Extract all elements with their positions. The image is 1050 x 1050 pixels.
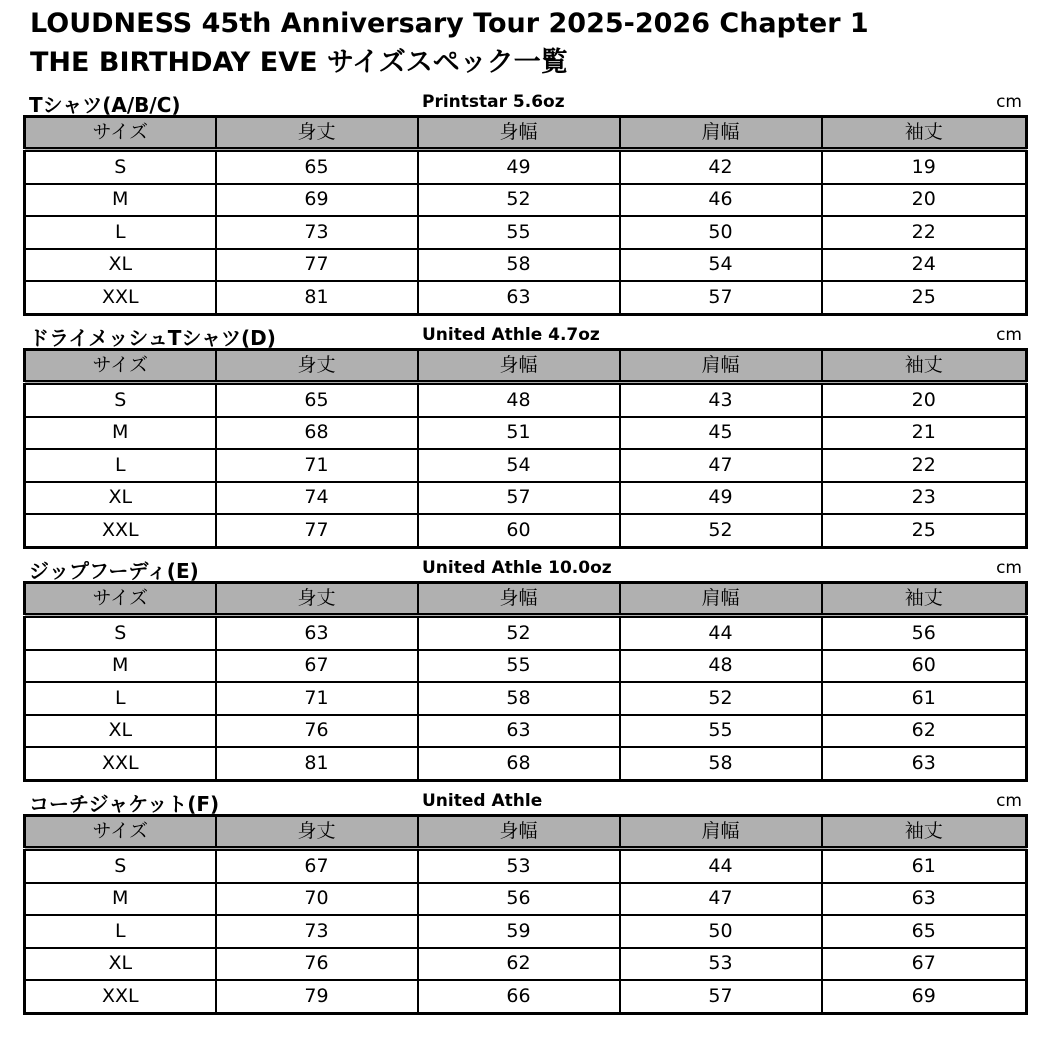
measurement-cell: 52 — [418, 616, 620, 650]
size-table — [23, 581, 1028, 782]
measurement-cell: 20 — [822, 383, 1027, 417]
section-brand: Printstar 5.6oz — [422, 92, 565, 112]
measurement-cell: 65 — [822, 915, 1027, 948]
column-header: 袖丈 — [822, 350, 1027, 383]
size-cell: XXL — [25, 747, 216, 780]
size-cell: L — [25, 449, 216, 482]
measurement-cell: 48 — [418, 383, 620, 417]
measurement-cell: 53 — [620, 948, 822, 981]
table-header-row — [25, 350, 1027, 383]
table-row — [25, 980, 1027, 1013]
table-row — [25, 249, 1027, 282]
section-unit: cm — [996, 791, 1022, 811]
table-row — [25, 281, 1027, 314]
column-header: サイズ — [25, 816, 216, 849]
size-cell: XXL — [25, 980, 216, 1013]
column-header: サイズ — [25, 350, 216, 383]
measurement-cell: 53 — [418, 849, 620, 883]
measurement-cell: 65 — [216, 150, 418, 184]
measurement-cell: 61 — [822, 849, 1027, 883]
measurement-cell: 63 — [216, 616, 418, 650]
measurement-cell: 65 — [216, 383, 418, 417]
measurement-cell: 76 — [216, 948, 418, 981]
size-cell: S — [25, 849, 216, 883]
measurement-cell: 73 — [216, 216, 418, 249]
column-header: 身丈 — [216, 816, 418, 849]
measurement-cell: 56 — [418, 883, 620, 916]
measurement-cell: 49 — [418, 150, 620, 184]
size-table — [23, 348, 1028, 549]
column-header: 身丈 — [216, 583, 418, 616]
measurement-cell: 81 — [216, 281, 418, 314]
table-header-row — [25, 583, 1027, 616]
page-title-line-1: LOUDNESS 45th Anniversary Tour 2025-2026 Chapter 1 — [30, 8, 869, 39]
measurement-cell: 49 — [620, 482, 822, 515]
section-product-name: Tシャツ(A/B/C) — [29, 93, 181, 117]
size-cell: XL — [25, 948, 216, 981]
measurement-cell: 77 — [216, 249, 418, 282]
measurement-cell: 76 — [216, 715, 418, 748]
measurement-cell: 79 — [216, 980, 418, 1013]
table-row — [25, 150, 1027, 184]
measurement-cell: 19 — [822, 150, 1027, 184]
section-brand: United Athle 10.0oz — [422, 558, 612, 578]
measurement-cell: 67 — [216, 650, 418, 683]
measurement-cell: 52 — [620, 514, 822, 547]
size-section — [23, 553, 1025, 782]
measurement-cell: 54 — [620, 249, 822, 282]
measurement-cell: 59 — [418, 915, 620, 948]
size-table — [23, 814, 1028, 1015]
measurement-cell: 81 — [216, 747, 418, 780]
section-product-name: コーチジャケット(F) — [29, 792, 220, 816]
measurement-cell: 70 — [216, 883, 418, 916]
measurement-cell: 67 — [216, 849, 418, 883]
column-header: 身丈 — [216, 117, 418, 150]
measurement-cell: 57 — [620, 980, 822, 1013]
measurement-cell: 23 — [822, 482, 1027, 515]
column-header: 肩幅 — [620, 350, 822, 383]
measurement-cell: 22 — [822, 216, 1027, 249]
measurement-cell: 60 — [822, 650, 1027, 683]
size-cell: S — [25, 383, 216, 417]
size-cell: S — [25, 150, 216, 184]
measurement-cell: 55 — [418, 650, 620, 683]
measurement-cell: 44 — [620, 616, 822, 650]
measurement-cell: 61 — [822, 682, 1027, 715]
table-row — [25, 216, 1027, 249]
column-header: 身幅 — [418, 117, 620, 150]
measurement-cell: 55 — [418, 216, 620, 249]
column-header: 身丈 — [216, 350, 418, 383]
size-cell: XL — [25, 482, 216, 515]
section-brand: United Athle 4.7oz — [422, 325, 600, 345]
measurement-cell: 20 — [822, 184, 1027, 217]
table-row — [25, 383, 1027, 417]
page-title-line-2: THE BIRTHDAY EVE サイズスペック一覧 — [30, 47, 568, 78]
size-cell: M — [25, 184, 216, 217]
measurement-cell: 62 — [418, 948, 620, 981]
measurement-cell: 57 — [620, 281, 822, 314]
size-cell: XL — [25, 715, 216, 748]
column-header: 身幅 — [418, 350, 620, 383]
measurement-cell: 52 — [418, 184, 620, 217]
table-header-row — [25, 117, 1027, 150]
table-row — [25, 417, 1027, 450]
column-header: 袖丈 — [822, 583, 1027, 616]
measurement-cell: 74 — [216, 482, 418, 515]
table-row — [25, 883, 1027, 916]
measurement-cell: 68 — [418, 747, 620, 780]
section-unit: cm — [996, 558, 1022, 578]
measurement-cell: 68 — [216, 417, 418, 450]
measurement-cell: 55 — [620, 715, 822, 748]
size-section — [23, 320, 1025, 549]
section-product-name: ドライメッシュTシャツ(D) — [29, 326, 276, 350]
measurement-cell: 51 — [418, 417, 620, 450]
measurement-cell: 69 — [216, 184, 418, 217]
table-row — [25, 449, 1027, 482]
section-brand: United Athle — [422, 791, 543, 811]
measurement-cell: 60 — [418, 514, 620, 547]
size-cell: M — [25, 883, 216, 916]
measurement-cell: 50 — [620, 216, 822, 249]
size-cell: XL — [25, 249, 216, 282]
measurement-cell: 47 — [620, 883, 822, 916]
measurement-cell: 66 — [418, 980, 620, 1013]
column-header: 身幅 — [418, 816, 620, 849]
section-product-name: ジップフーディ(E) — [29, 559, 199, 583]
measurement-cell: 77 — [216, 514, 418, 547]
column-header: 袖丈 — [822, 117, 1027, 150]
measurement-cell: 44 — [620, 849, 822, 883]
table-row — [25, 948, 1027, 981]
column-header: 肩幅 — [620, 583, 822, 616]
measurement-cell: 21 — [822, 417, 1027, 450]
table-row — [25, 915, 1027, 948]
measurement-cell: 71 — [216, 449, 418, 482]
column-header: サイズ — [25, 583, 216, 616]
measurement-cell: 54 — [418, 449, 620, 482]
size-cell: L — [25, 682, 216, 715]
size-cell: XXL — [25, 281, 216, 314]
column-header: 身幅 — [418, 583, 620, 616]
size-cell: M — [25, 650, 216, 683]
section-header — [23, 87, 1025, 115]
table-row — [25, 514, 1027, 547]
column-header: 袖丈 — [822, 816, 1027, 849]
size-cell: S — [25, 616, 216, 650]
measurement-cell: 43 — [620, 383, 822, 417]
size-cell: XXL — [25, 514, 216, 547]
measurement-cell: 73 — [216, 915, 418, 948]
measurement-cell: 24 — [822, 249, 1027, 282]
measurement-cell: 63 — [822, 883, 1027, 916]
measurement-cell: 42 — [620, 150, 822, 184]
section-header — [23, 786, 1025, 814]
measurement-cell: 25 — [822, 281, 1027, 314]
measurement-cell: 63 — [822, 747, 1027, 780]
size-cell: L — [25, 216, 216, 249]
measurement-cell: 57 — [418, 482, 620, 515]
measurement-cell: 48 — [620, 650, 822, 683]
size-cell: M — [25, 417, 216, 450]
measurement-cell: 46 — [620, 184, 822, 217]
measurement-cell: 50 — [620, 915, 822, 948]
section-unit: cm — [996, 325, 1022, 345]
size-section — [23, 786, 1025, 1015]
section-unit: cm — [996, 92, 1022, 112]
table-row — [25, 482, 1027, 515]
size-table — [23, 115, 1028, 316]
measurement-cell: 25 — [822, 514, 1027, 547]
column-header: サイズ — [25, 117, 216, 150]
table-row — [25, 616, 1027, 650]
measurement-cell: 58 — [620, 747, 822, 780]
size-section — [23, 87, 1025, 316]
measurement-cell: 52 — [620, 682, 822, 715]
size-cell: L — [25, 915, 216, 948]
section-header — [23, 320, 1025, 348]
measurement-cell: 58 — [418, 682, 620, 715]
table-row — [25, 849, 1027, 883]
table-header-row — [25, 816, 1027, 849]
table-row — [25, 715, 1027, 748]
measurement-cell: 71 — [216, 682, 418, 715]
measurement-cell: 56 — [822, 616, 1027, 650]
measurement-cell: 45 — [620, 417, 822, 450]
measurement-cell: 63 — [418, 715, 620, 748]
section-header — [23, 553, 1025, 581]
measurement-cell: 63 — [418, 281, 620, 314]
measurement-cell: 47 — [620, 449, 822, 482]
table-row — [25, 682, 1027, 715]
measurement-cell: 62 — [822, 715, 1027, 748]
table-row — [25, 650, 1027, 683]
measurement-cell: 69 — [822, 980, 1027, 1013]
table-row — [25, 747, 1027, 780]
measurement-cell: 67 — [822, 948, 1027, 981]
table-row — [25, 184, 1027, 217]
measurement-cell: 58 — [418, 249, 620, 282]
column-header: 肩幅 — [620, 117, 822, 150]
measurement-cell: 22 — [822, 449, 1027, 482]
column-header: 肩幅 — [620, 816, 822, 849]
